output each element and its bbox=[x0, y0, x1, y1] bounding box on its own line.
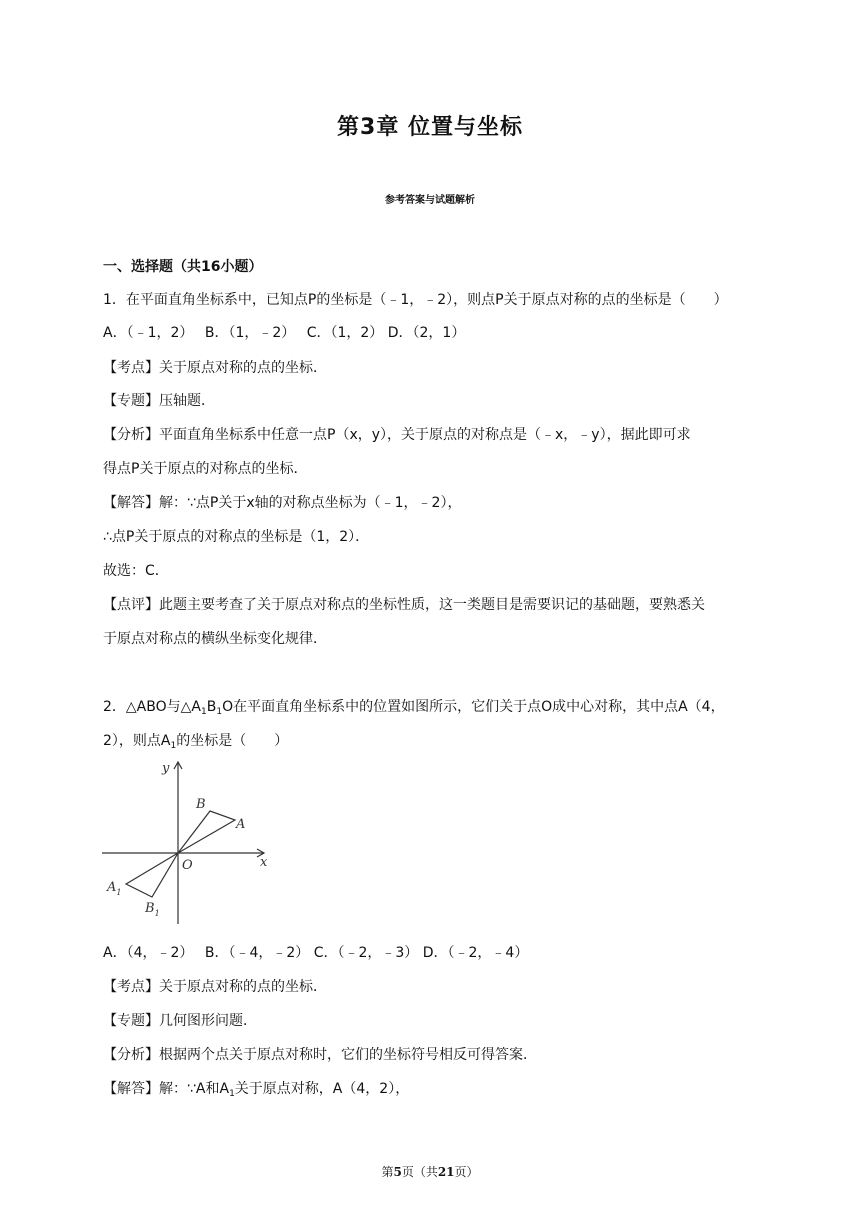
origin-label: O bbox=[182, 858, 193, 873]
q1-jieda-line2: ∴点P关于原点的对称点的坐标是（1，2）． bbox=[103, 529, 370, 545]
point-b1-label: $B_1$ bbox=[145, 901, 160, 918]
page-subtitle: 参考答案与试题解析 bbox=[385, 195, 475, 206]
triangle-a1b1o bbox=[126, 853, 178, 897]
q1-fenxi-line2: 得点P关于原点的对称点的坐标． bbox=[103, 461, 308, 477]
y-axis-label: y bbox=[162, 761, 170, 776]
current-page-number: 5 bbox=[393, 1165, 402, 1179]
q2-stem-line1: 2．△ABO与$\triangle A_1B_1O$在平面直角坐标系中的位置如图所示，它们关于点O成中心对称，其中点A（4， bbox=[103, 699, 725, 717]
total-page-count: 21 bbox=[437, 1165, 455, 1179]
q2-zhuanti: 【专题】几何图形问题． bbox=[103, 1013, 257, 1029]
q1-jieda-line1: 【解答】解：∵点P关于x轴的对称点坐标为（﹣1，﹣2）， bbox=[103, 495, 462, 511]
point-a1-label: $A_1$ bbox=[107, 880, 122, 897]
q2-kaodian: 【考点】关于原点对称的点的坐标． bbox=[103, 979, 327, 995]
q1-stem: 1．在平面直角坐标系中，已知点P的坐标是（﹣1，﹣2），则点P关于原点对称的点的坐标是（ ） bbox=[103, 292, 728, 308]
q2-jieda: 【解答】解：∵A和$A_1$关于原点对称，A（4，2）， bbox=[103, 1081, 410, 1099]
q1-options: A．（﹣1，2） B．（1，﹣2） C．（1，2） D．（2，1） bbox=[103, 325, 466, 341]
section-heading: 一、选择题（共16小题） bbox=[103, 259, 263, 275]
page-footer: 第5页（共21页） bbox=[381, 1165, 479, 1179]
x-axis-label: x bbox=[260, 855, 268, 870]
q1-answer: 故选：C． bbox=[103, 563, 169, 579]
q1-fenxi-line1: 【分析】平面直角坐标系中任意一点P（x，y），关于原点的对称点是（﹣x，﹣y），据此即可求 bbox=[103, 427, 691, 443]
q2-options: A．（4，﹣2） B．（﹣4，﹣2） C．（﹣2，﹣3） D．（﹣2，﹣4） bbox=[103, 945, 529, 961]
q2-stem-line2: 2），则点$A_1$的坐标是（ ） bbox=[103, 733, 289, 751]
page-title: 第3章 位置与坐标 bbox=[337, 115, 523, 140]
q1-kaodian: 【考点】关于原点对称的点的坐标． bbox=[103, 360, 327, 376]
point-a-label: A bbox=[236, 817, 246, 832]
coordinate-figure bbox=[100, 756, 280, 928]
point-b-label: B bbox=[196, 797, 206, 812]
q1-dianping-line2: 于原点对称点的横纵坐标变化规律． bbox=[103, 631, 327, 647]
q2-fenxi: 【分析】根据两个点关于原点对称时，它们的坐标符号相反可得答案． bbox=[103, 1047, 537, 1063]
q1-zhuanti: 【专题】压轴题． bbox=[103, 393, 215, 409]
q1-dianping-line1: 【点评】此题主要考查了关于原点对称点的坐标性质，这一类题目是需要识记的基础题，要熟悉关 bbox=[103, 597, 705, 613]
triangle-abo bbox=[178, 811, 235, 853]
